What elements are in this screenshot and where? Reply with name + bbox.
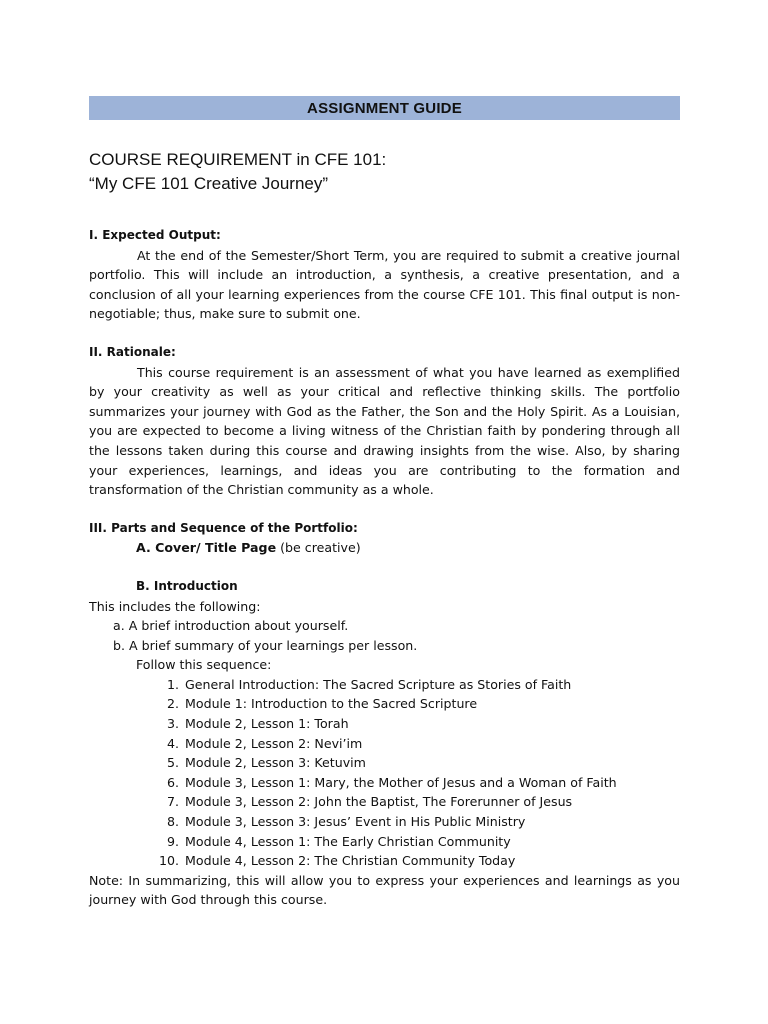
list-item: 8. Module 3, Lesson 3: Jesus’ Event in His Public Ministry — [166, 814, 526, 830]
includes-text: This includes the following: — [89, 598, 261, 614]
list-item: 7. Module 3, Lesson 2: John the Baptist, The Forerunner of Jesus — [166, 794, 573, 810]
item-a: a. A brief introduction about yourself. — [113, 618, 349, 634]
item-b: b. A brief summary of your learnings per lesson. — [113, 637, 418, 653]
list-item: 10. Module 4, Lesson 2: The Christian Community Today — [158, 853, 516, 869]
section-expected-output-text: At the end of the Semester/Short Term, you are required to submit a creative journal portfolio. This will include an introduction, a synthesis, a creative presentation, and a conclusion of all your learning experiences from the course CFE 101. This final output is non-negotiable; thus, make sure to submit one. — [89, 247, 680, 322]
course-requirement-heading: COURSE REQUIREMENT in CFE 101: — [89, 150, 387, 169]
list-item: 1. General Introduction: The Sacred Scripture as Stories of Faith — [166, 676, 572, 692]
section-rationale-text: This course requirement is an assessment of what you have learned as exemplified by your creativity as well as your critical and reflective thinking skills. The portfolio summarizes your journey with God as the Father, the Son and the Holy Spirit. As a Louisian, you are expected to become a living witness of the Christian faith by pondering through all the lessons taken during this course and drawing insights from the wise. Also, by sharing your experiences, learnings, and ideas you are contributing to the formation and transformation of the Christian community as a whole. — [89, 364, 680, 498]
section-parts-heading: III. Parts and Sequence of the Portfolio: — [89, 520, 358, 535]
journey-title: “My CFE 101 Creative Journey” — [89, 174, 329, 193]
lesson-sequence-list — [89, 675, 680, 871]
document-body — [89, 148, 680, 910]
section-expected-output-heading: I. Expected Output: — [89, 228, 221, 242]
part-a-note: (be creative) — [280, 540, 361, 556]
part-b-label: B. Introduction — [136, 578, 238, 593]
part-a-label: A. Cover/ Title Page — [136, 540, 277, 556]
part-a-line — [89, 538, 680, 558]
list-item: 5. Module 2, Lesson 3: Ketuvim — [166, 755, 366, 771]
assignment-guide-banner: ASSIGNMENT GUIDE — [89, 96, 680, 120]
list-item: 2. Module 1: Introduction to the Sacred Scripture — [166, 696, 478, 712]
summary-note: Note: In summarizing, this will allow you to express your experiences and learnings as you journey with God through this course. — [89, 872, 680, 908]
list-item: 3. Module 2, Lesson 1: Torah — [166, 716, 349, 732]
section-rationale-heading: II. Rationale: — [89, 344, 176, 359]
follow-sequence-text: Follow this sequence: — [136, 657, 272, 673]
list-item: 4. Module 2, Lesson 2: Nevi’im — [166, 735, 363, 751]
list-item: 9. Module 4, Lesson 1: The Early Christian Community — [166, 833, 511, 849]
list-item: 6. Module 3, Lesson 1: Mary, the Mother of Jesus and a Woman of Faith — [166, 774, 617, 790]
course-title — [89, 148, 680, 196]
